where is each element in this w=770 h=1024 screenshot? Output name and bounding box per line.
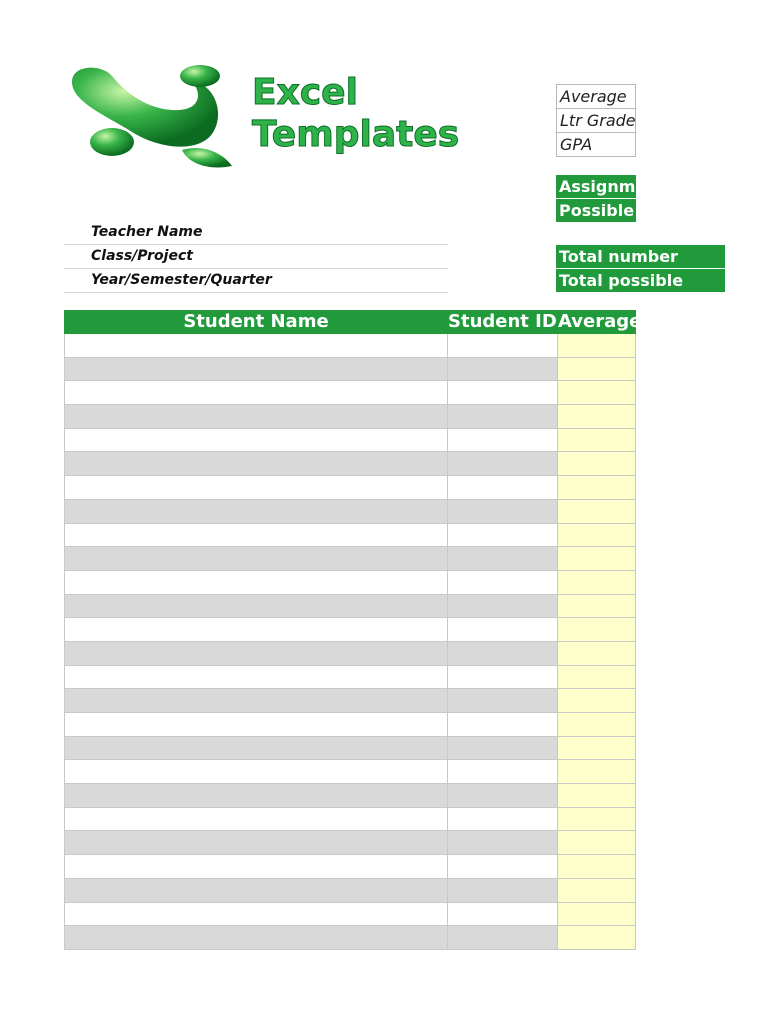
student-name-cell[interactable] (64, 500, 448, 524)
average-cell[interactable] (558, 500, 636, 524)
table-row (64, 452, 636, 476)
total-possible-label: Total possible (556, 269, 725, 292)
student-id-cell[interactable] (448, 689, 558, 713)
student-id-cell[interactable] (448, 760, 558, 784)
student-id-cell[interactable] (448, 405, 558, 429)
student-id-cell[interactable] (448, 524, 558, 548)
class-info (64, 221, 448, 293)
table-row (64, 476, 636, 500)
table-row (64, 524, 636, 548)
student-id-cell[interactable] (448, 618, 558, 642)
table-row (64, 381, 636, 405)
student-id-cell[interactable] (448, 831, 558, 855)
student-name-cell[interactable] (64, 405, 448, 429)
student-name-cell[interactable] (64, 737, 448, 761)
average-label: Average (556, 84, 636, 108)
table-row (64, 405, 636, 429)
student-id-cell[interactable] (448, 429, 558, 453)
table-row (64, 903, 636, 927)
student-id-cell[interactable] (448, 784, 558, 808)
student-name-header: Student Name (183, 311, 329, 332)
student-id-cell[interactable] (448, 476, 558, 500)
logo-line2: Templates (252, 114, 460, 155)
average-cell[interactable] (558, 666, 636, 690)
student-id-cell[interactable] (448, 713, 558, 737)
student-name-cell[interactable] (64, 808, 448, 832)
student-name-cell[interactable] (64, 879, 448, 903)
student-name-cell[interactable] (64, 784, 448, 808)
table-row (64, 784, 636, 808)
average-cell[interactable] (558, 903, 636, 927)
table-row (64, 808, 636, 832)
table-row (64, 737, 636, 761)
table-row (64, 689, 636, 713)
average-cell[interactable] (558, 381, 636, 405)
class-project-label: Class/Project (64, 245, 448, 269)
average-cell[interactable] (558, 760, 636, 784)
average-cell[interactable] (558, 452, 636, 476)
student-id-cell[interactable] (448, 808, 558, 832)
student-name-cell[interactable] (64, 358, 448, 382)
student-id-cell[interactable] (448, 452, 558, 476)
student-id-cell[interactable] (448, 666, 558, 690)
average-cell[interactable] (558, 547, 636, 571)
student-name-cell[interactable] (64, 855, 448, 879)
average-cell[interactable] (558, 737, 636, 761)
average-cell[interactable] (558, 689, 636, 713)
logo-line1: Excel (252, 72, 358, 113)
student-id-cell[interactable] (448, 500, 558, 524)
table-row (64, 879, 636, 903)
average-cell[interactable] (558, 476, 636, 500)
table-body (64, 334, 636, 950)
average-cell[interactable] (558, 429, 636, 453)
average-cell[interactable] (558, 784, 636, 808)
svg-text:Templates (252, 114, 459, 155)
student-id-cell[interactable] (448, 879, 558, 903)
average-cell[interactable] (558, 618, 636, 642)
student-id-cell[interactable] (448, 855, 558, 879)
average-cell[interactable] (558, 879, 636, 903)
student-name-cell[interactable] (64, 524, 448, 548)
table-row (64, 855, 636, 879)
table-row (64, 595, 636, 619)
student-id-cell[interactable] (448, 903, 558, 927)
student-name-cell[interactable] (64, 689, 448, 713)
student-name-cell[interactable] (64, 760, 448, 784)
table-row (64, 926, 636, 950)
average-cell[interactable] (558, 855, 636, 879)
average-cell[interactable] (558, 358, 636, 382)
excel-templates-logo (62, 62, 532, 172)
student-id-cell[interactable] (448, 642, 558, 666)
table-row (64, 358, 636, 382)
average-cell[interactable] (558, 831, 636, 855)
student-name-cell[interactable] (64, 926, 448, 950)
student-name-cell[interactable] (64, 618, 448, 642)
average-cell[interactable] (558, 713, 636, 737)
table-row (64, 642, 636, 666)
student-name-cell[interactable] (64, 452, 448, 476)
student-id-header: Student ID (448, 311, 557, 332)
student-name-cell[interactable] (64, 642, 448, 666)
table-row (64, 500, 636, 524)
student-id-cell[interactable] (448, 381, 558, 405)
table-row (64, 831, 636, 855)
student-id-cell[interactable] (448, 737, 558, 761)
student-name-cell[interactable] (64, 903, 448, 927)
table-row (64, 334, 636, 358)
student-name-cell[interactable] (64, 547, 448, 571)
student-id-cell[interactable] (448, 571, 558, 595)
table-row (64, 760, 636, 784)
student-name-cell[interactable] (64, 429, 448, 453)
letter-grade-label: Ltr Grade (556, 108, 636, 132)
student-id-cell[interactable] (448, 595, 558, 619)
table-row (64, 618, 636, 642)
svg-text:Excel (252, 72, 358, 113)
summary-box (556, 84, 636, 157)
average-cell[interactable] (558, 405, 636, 429)
average-cell[interactable] (558, 524, 636, 548)
average-header: Average (558, 311, 642, 332)
gpa-label: GPA (556, 132, 636, 157)
table-header (64, 310, 642, 334)
student-name-cell[interactable] (64, 476, 448, 500)
average-cell[interactable] (558, 571, 636, 595)
table-row (64, 547, 636, 571)
student-name-cell[interactable] (64, 666, 448, 690)
average-cell[interactable] (558, 926, 636, 950)
table-row (64, 429, 636, 453)
student-name-cell[interactable] (64, 334, 448, 358)
student-name-cell[interactable] (64, 831, 448, 855)
teacher-name-label: Teacher Name (64, 221, 448, 245)
student-name-cell[interactable] (64, 595, 448, 619)
average-cell[interactable] (558, 642, 636, 666)
student-name-cell[interactable] (64, 381, 448, 405)
student-id-cell[interactable] (448, 926, 558, 950)
student-id-cell[interactable] (448, 358, 558, 382)
table-row (64, 713, 636, 737)
student-name-cell[interactable] (64, 571, 448, 595)
possible-label: Possible (556, 199, 636, 222)
table-row (64, 571, 636, 595)
term-label: Year/Semester/Quarter (64, 269, 448, 293)
assignment-label: Assignment (556, 175, 636, 198)
grade-table (64, 310, 642, 950)
student-name-cell[interactable] (64, 713, 448, 737)
total-number-label: Total number (556, 245, 725, 268)
average-cell[interactable] (558, 595, 636, 619)
student-id-cell[interactable] (448, 547, 558, 571)
average-cell[interactable] (558, 808, 636, 832)
table-row (64, 666, 636, 690)
student-id-cell[interactable] (448, 334, 558, 358)
average-cell[interactable] (558, 334, 636, 358)
